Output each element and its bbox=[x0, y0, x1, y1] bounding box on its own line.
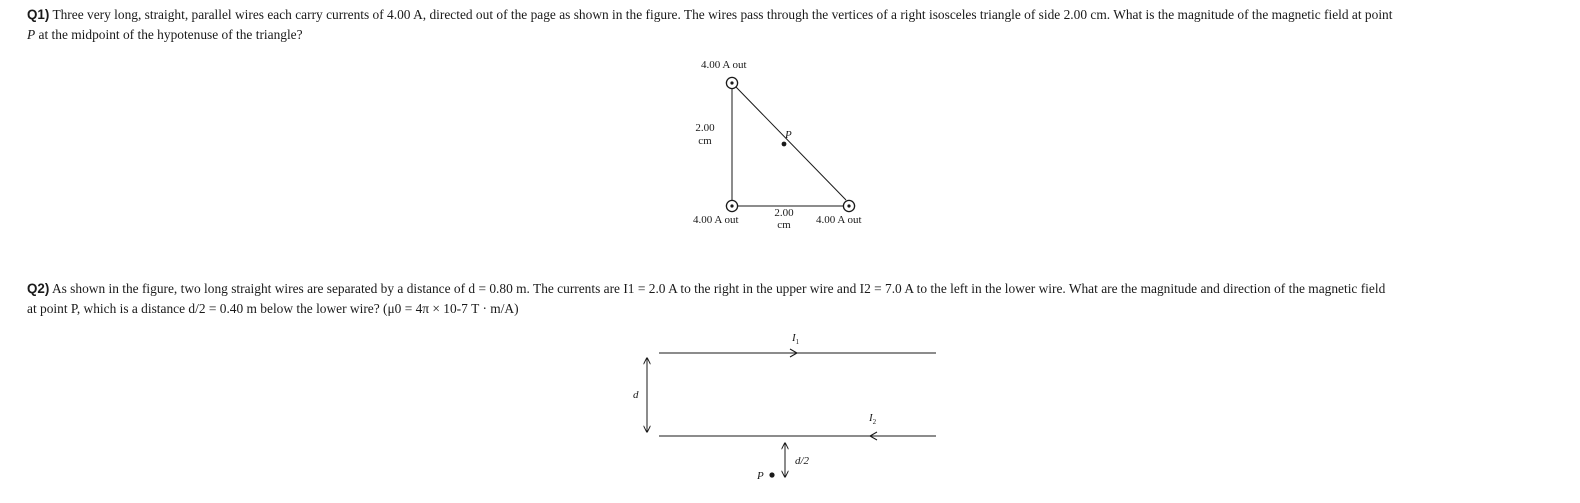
question-1-number: Q1) bbox=[27, 7, 50, 22]
horizontal-side-length-value: 2.00 bbox=[774, 207, 794, 219]
triangle-figure bbox=[693, 59, 862, 231]
point-p-label: P bbox=[785, 129, 792, 141]
bottom-right-wire-current-label: 4.00 A out bbox=[816, 214, 862, 226]
question-2-line-2: at point P, which is a distance d/2 = 0.40 m below the lower wire? (μ0 = 4π × 10-7 T · m/A) bbox=[27, 301, 519, 316]
bottom-right-wire-out-of-page-icon bbox=[843, 200, 854, 211]
top-wire-current-label: 4.00 A out bbox=[701, 59, 747, 71]
question-1-text: Three very long, straight, parallel wires each carry currents of 4.00 A, directed out of the page as shown in the figure. The wires pass through the vertices of a right isosceles triangle of side 2.00 cm. What is the magnitude of the magnetic field at point bbox=[52, 7, 1393, 22]
bottom-left-wire-current-label: 4.00 A out bbox=[693, 214, 739, 226]
question-1-point-variable: P bbox=[27, 27, 36, 42]
lower-current-label: $I_2$ bbox=[869, 412, 877, 426]
half-separation-label: d/2 bbox=[795, 455, 810, 467]
upper-current-label: $I_1$ bbox=[792, 332, 800, 346]
point-p-dot-q2 bbox=[769, 472, 774, 477]
question-2-line-1: As shown in the figure, two long straight wires are separated by a distance of d = 0.80 m. The currents are I1 = 2.0 A to the right in the upper wire and I2 = 7.0 A to the left in the lower wire. What are the magnitude and direction of the magnetic field bbox=[51, 281, 1386, 296]
vertical-side-length-value: 2.00 bbox=[695, 122, 715, 134]
top-wire-out-of-page-icon bbox=[726, 77, 737, 88]
horizontal-side-length-unit: cm bbox=[777, 219, 791, 231]
question-1-text-end: at the midpoint of the hypotenuse of the triangle? bbox=[38, 27, 303, 42]
separation-d-label: d bbox=[633, 389, 639, 401]
point-p-label-q2: P bbox=[757, 470, 764, 482]
triangle-hypotenuse bbox=[736, 87, 846, 200]
question-2-number: Q2) bbox=[27, 281, 50, 296]
vertical-side-length-unit: cm bbox=[698, 135, 712, 147]
bottom-left-wire-out-of-page-icon bbox=[726, 200, 737, 211]
parallel-wires-figure bbox=[633, 332, 936, 482]
point-p-dot bbox=[782, 142, 787, 147]
